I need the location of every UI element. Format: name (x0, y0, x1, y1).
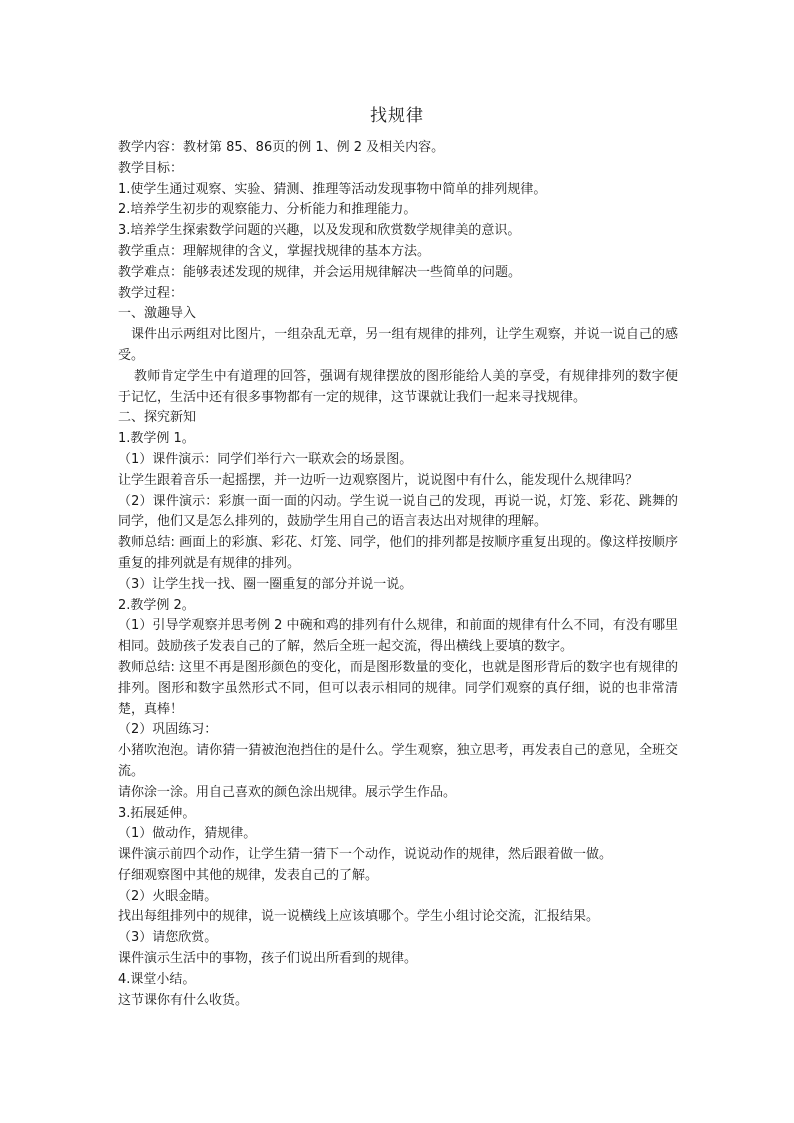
extension-heading: 3.拓展延伸。 (118, 805, 196, 821)
teaching-content: 教学内容：教材第 85、86页的例 1、例 2 及相关内容。 (118, 140, 445, 155)
example-1-step-1-detail: 让学生跟着音乐一起摇摆，并一边听一边观察图片，说说图中有什么，能发现什么规律吗？ (118, 472, 639, 488)
extension-1-heading: （1）做动作，猜规律。 (118, 826, 257, 842)
example-1-step-2: （2）课件演示：彩旗一面一面的闪动。学生说一说自己的发现，再说一说，灯笼、彩花、跳舞的同学，他们又是怎么排列的，鼓励学生用自己的语言表达出对规律的理解。 (118, 493, 678, 530)
practice-item-1: 小猪吹泡泡。请你猜一猜被泡泡挡住的是什么。学生观察，独立思考，再发表自己的意见，全班交流。 (118, 743, 678, 779)
example-1-step-1: （1）课件演示：同学们举行六一联欢会的场景图。 (118, 451, 413, 467)
practice-heading: （2）巩固练习： (118, 722, 218, 738)
goal-1: 1.使学生通过观察、实验、猜测、推理等活动发现事物中简单的排列规律。 (118, 181, 547, 197)
teaching-goals-heading: 教学目标： (118, 160, 184, 176)
goal-3: 3.培养学生探索数学问题的兴趣，以及发现和欣赏数学规律美的意识。 (118, 223, 521, 239)
teaching-process-heading: 教学过程： (118, 285, 184, 301)
example-1-summary: 教师总结: 画面上的彩旗、彩花、灯笼、同学，他们的排列都是按顺序重复出现的。像这样按顺序重复的排列就是有规律的排列。 (118, 535, 678, 571)
practice-item-2: 请你涂一涂。用自己喜欢的颜色涂出规律。展示学生作品。 (118, 784, 457, 800)
teaching-key-point: 教学重点：理解规律的含义，掌握找规律的基本方法。 (118, 243, 431, 259)
example-2-step-1: （1）引导学观察并思考例 2 中碗和鸡的排列有什么规律，和前面的规律有什么不同，有没有哪里相同。鼓励孩子发表自己的了解，然后全班一起交流，得出横线上要填的数字。 (118, 618, 678, 655)
summary-heading: 4.课堂小结。 (118, 971, 196, 987)
extension-2-heading: （2）火眼金睛。 (118, 888, 218, 904)
example-1-heading: 1.教学例 1。 (118, 431, 195, 447)
section-1-heading: 一、激趣导入 (118, 306, 197, 322)
document-title: 找规律 (370, 106, 424, 126)
section-2-heading: 二、探究新知 (118, 410, 197, 426)
extension-2-detail: 找出每组排列中的规律，说一说横线上应该填哪个。学生小组讨论交流，汇报结果。 (118, 909, 600, 925)
summary-question: 这节课你有什么收货。 (118, 992, 249, 1008)
extension-3-heading: （3）请您欣赏。 (118, 930, 218, 946)
intro-paragraph-1: 课件出示两组对比图片，一组杂乱无章，另一组有规律的排列，让学生观察，并说一说自己的感受。 (118, 327, 678, 363)
extension-1-detail-2: 仔细观察图中其他的规律，发表自己的了解。 (118, 867, 379, 883)
example-2-summary: 教师总结: 这里不再是图形颜色的变化，而是图形数量的变化，也就是图形背后的数字也有规律的排列。图形和数字虽然形式不同，但可以表示相同的规律。同学们观察的真仔细，说的也非常清楚，真棒！ (118, 659, 678, 717)
document-body (118, 138, 678, 1011)
intro-paragraph-2: 教师肯定学生中有道理的回答，强调有规律摆放的图形能给人美的享受，有规律排列的数字便于记忆，生活中还有很多事物都有一定的规律，这节课就让我们一起来寻找规律。 (118, 368, 678, 405)
extension-1-detail-1: 课件演示前四个动作，让学生猜一猜下一个动作，说说动作的规律，然后跟着做一做。 (118, 847, 613, 863)
teaching-difficulty: 教学难点：能够表述发现的规律，并会运用规律解决一些简单的问题。 (118, 264, 522, 280)
extension-3-detail: 课件演示生活中的事物，孩子们说出所看到的规律。 (118, 951, 418, 967)
example-2-heading: 2.教学例 2。 (118, 597, 195, 613)
goal-2: 2.培养学生初步的观察能力、分析能力和推理能力。 (118, 202, 417, 218)
example-1-step-3: （3）让学生找一找、圈一圈重复的部分并说一说。 (118, 576, 413, 592)
